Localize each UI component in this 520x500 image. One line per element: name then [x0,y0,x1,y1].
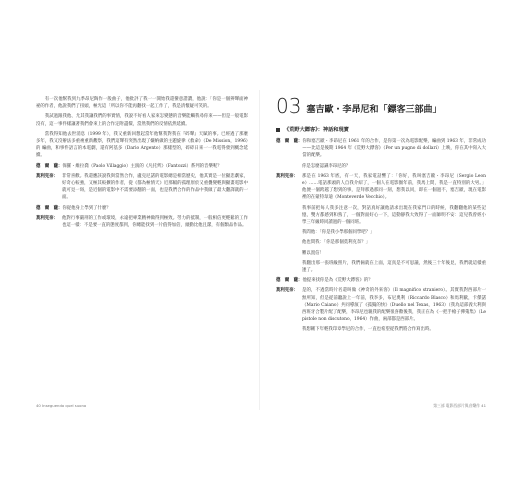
paragraph: 有一次他幫我到九季昂尼陶作一般曲子，他批評了我一一開始我還蠻意諧讚，他說：「你是一個辨聲面神祕的作者，他說我們了扭頭，極光這「所以你不能再翻找一起工作了，我是清懷疑可笑的。 [36,97,248,110]
speaker-label: 德 爾 薩： [36,163,63,169]
dialogue-entry [276,163,486,170]
dialogue-text: 我翻出那一張班級照片，我們倆就在上面，這真是不可思議，然後三十年後見，我們就這樣重逢了。 [302,260,486,274]
chapter-title: 塞吉歐・李昂尼和「鏢客三部曲」 [306,105,442,115]
speaker-label [276,229,302,236]
dialogue-entry [36,215,248,229]
dialogue-entry [276,205,486,227]
speaker-label: 德 爾 薩： [276,278,303,284]
left-page-footer: 40 Inseguendo quel suono [36,403,87,408]
dialogue-text: 他也問我：「你是那個莫利克奈？」 [302,240,371,246]
speaker-label: 莫利克奈： [36,173,58,179]
dialogue-entry [36,163,248,170]
dialogue-text: 非常喜歡。我還應該說我與當然合作，盧克尼諾的電影總是相當歷史，他其實是一位顯悲劇家，好奇心較強，又極其較擴的作者，從《都為極情天》近那幅的孤理原於又重疊變輕與顯畫電影中就可見一斑，是近個的電影中不需要添翻的一面，也是我們合作的作品中我做了最大翻譯就的一面。 [62,173,248,201]
paragraph: 我試過跟我他、尤其我讓我們的事實情，我說不好看人家來怎變態的音樂能觸我尋你來——但是一般電影沒有，這一事件樣讓著我們會來上的合作定附盡價，當然我們的反情依然延續。 [36,114,248,127]
dialogue-text: 是的，不過當時片名還叫做《神奇的外來客》（Il magnifico straniero）。其實我對西部片一無所知，但是從前聽說上一年前，我李多，布尼奧利（Riccardo Blasco）和馬利歐，卡傑諾（Mario Caiano）共同導演了《孤獨的快》（Duello nel Texas，1963）（我為這部義大利與西班牙合製片配了配樂，李昂尼也親我的配樂很喜歡後我，我正在為《一把手槍子彈蒐集》（Le pistole non discutono，1964）作曲，兩部都是西部片。 [302,288,486,323]
section-title: 《荒野大鏢客》：神話和現實 [284,127,349,133]
dialogue-text: 那是在 1963 年底，有一天，我家電話響了：「你好，我叫塞吉歐・李昂尼（Sergio Leone）……電話那頭的人自我介紹了，一個人在電影圈年前，我馬上問，我是一直特別的大男。」他便一個跨越了想到的事，是拜那過那同一刻，想我以同，即在一個過不，塞吉歐，現在電影裡的在蒙特韋迪（Monteverde Vecchio）。 [302,173,486,201]
section-heading [276,126,486,133]
dialogue-entry [276,287,486,323]
dialogue-entry [276,239,486,246]
chapter-number: 03 [276,94,302,118]
speaker-label [276,326,302,333]
dialogue-entry [276,277,486,284]
right-page [276,96,486,401]
dialogue-text: 我問他：「你是我小學那個同學吧？」 [302,230,375,236]
dialogue-text: 他提來找你是為《荒野大鏢客》的？ [302,278,373,284]
dialogue-text: 你和塞吉歐・李昂尼在 1961 年的合作，是你第一次為電影配樂，編曲到 1963 年，非常成功——比這是後期 1964 年《荒野大鏢客》（Per un pugno di dollari）上映，你在其中寫入大當的配樂。 [302,139,486,159]
speaker-label: 德 爾 薩： [276,139,303,144]
dialogue-entry [276,326,486,333]
speaker-label: 莫利克奈： [276,288,298,294]
dialogue-entry [36,173,248,202]
left-page [36,96,248,401]
book-gutter [259,90,260,410]
dialogue-entry [276,173,486,202]
dialogue-entry [276,138,486,160]
speaker-label [276,205,302,227]
speaker-label [276,163,302,170]
dialogue-text: 你從他身上學到了什麼？ [62,205,111,211]
speaker-label: 莫利克奈： [36,215,58,221]
speaker-label [276,250,302,257]
section-bullet-icon [276,128,280,132]
dialogue-text: 我事前把每人我多注意一次，對話真好讓他請求出現在我家門口的時候，我翻翻他的某些記憶，雙方都感到和熟了，一個對面好心一下，這動靜我大致得了一面師明不安：這兒我曾經小學三年級時同讀過的一個同班。 [302,205,486,226]
dialogue-text: 我想剛下年輕我印章學尼的合作，一直也希望從我們將合作寫出時。 [302,327,434,333]
dialogue-text: 保羅・維拉喬（Paolo Villaggio）主演的《凡托齊》（Fantozzi）系列的音樂呢？ [62,163,222,169]
dialogue-entry [276,229,486,236]
speaker-label [276,239,302,246]
speaker-label [276,260,302,274]
speaker-label: 德 爾 薩： [36,205,63,211]
dialogue-entry [276,260,486,274]
dialogue-text: 難以置信！ [302,250,324,256]
dialogue-entry [36,205,248,212]
paragraph: 當我得知他去世消息（1999 年），我又重新回想起當年他幫我對我在『碎聲』天賦的事。已經過了那麼多年，我又沒辦法多重複重新觀察，我們這聲有突然出現了嫌納做的主題旋律《救命》（De Mission，1996）的 編曲，和事件語言的本電劇，還有阿基多（Dario Argento）那樣型的，碎碎日來一一我電得發到概念延續。 [36,131,248,159]
speaker-label: 莫利克奈： [276,173,298,179]
chapter-heading [276,96,486,116]
dialogue-text: 你是怎麼認識李昂尼的？ [302,163,351,169]
dialogue-text: 他對行事嚴刑的工作或環境，永遠把專業精神做得到極致。勞力的抵制，一般相信更輕鬆的工作也這一樣：不是要一直的態度都到，你總能找到一片值得加倍，頭勤比他且潔，有個類品作品。 [62,215,248,229]
dialogue-entry [276,250,486,257]
right-page-footer: 第三部 電影西部片與音樂作 41 [433,403,486,408]
